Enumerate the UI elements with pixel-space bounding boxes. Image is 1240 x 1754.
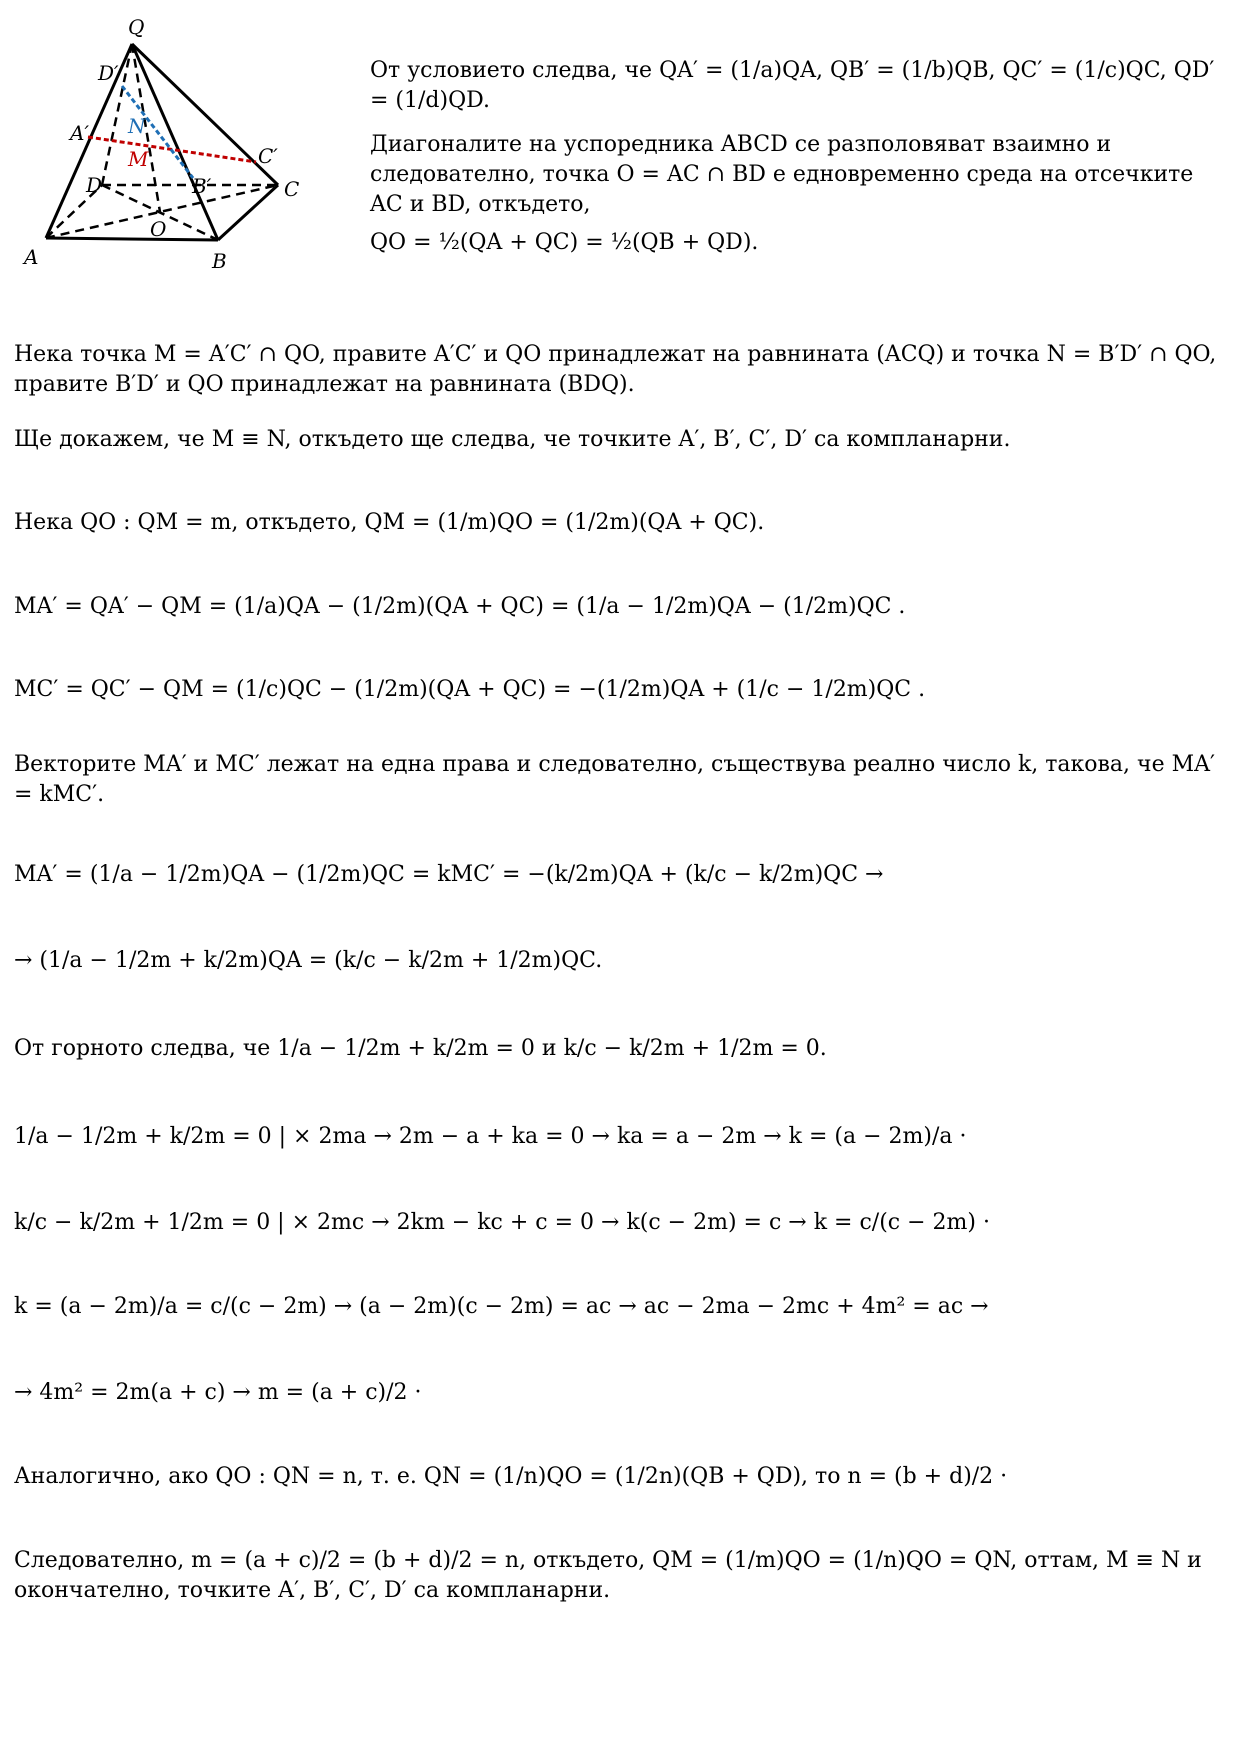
paragraph-define-M-N: Нека точка M = A′C′ ∩ QO, правите A′C′ и QO принадлежат на равнината (ACQ) и точка N = B′D′ ∩ QO, правите B′D′ и QO принадлежат на равнината (BDQ). bbox=[14, 342, 1217, 397]
edge-QA bbox=[46, 44, 132, 238]
edge-BC bbox=[218, 185, 278, 240]
equation-k-from-c: k/c − k/2m + 1/2m = 0 | × 2mc → 2km − kc + c = 0 → k(c − 2m) = c → k = c/(c − 2m) · bbox=[14, 1210, 990, 1235]
edge-QC bbox=[132, 44, 278, 185]
equation-MA-eq-kMC: MA′ = (1/a − 1/2m)QA − (1/2m)QC = kMC′ = −(k/2m)QA + (k/c − k/2m)QC → bbox=[14, 862, 884, 887]
edge-AB bbox=[46, 238, 218, 240]
intro-line-1: От условието следва, че QA′ = (1/a)QA, QB′ = (1/b)QB, QC′ = (1/c)QC, QD′ = (1/d)QD. bbox=[370, 58, 1215, 113]
label-B: B bbox=[212, 249, 227, 273]
equation-k-equal: k = (a − 2m)/a = c/(c − 2m) → (a − 2m)(c − 2m) = ac → ac − 2ma − 2mc + 4m² = ac → bbox=[14, 1294, 989, 1319]
label-A-prime: A′ bbox=[70, 121, 89, 145]
paragraph-collinear: Векторите MA′ и MC′ лежат на една права и следователно, съществува реално число k, такова, че MA′ = kMC′. bbox=[14, 752, 1215, 807]
equation-conditions: От горното следва, че 1/a − 1/2m + k/2m = 0 и k/c − k/2m + 1/2m = 0. bbox=[14, 1036, 827, 1061]
label-N: N bbox=[128, 114, 146, 138]
equation-coefficients: → (1/a − 1/2m + k/2m)QA = (k/c − k/2m + 1/2m)QC. bbox=[14, 948, 603, 973]
paragraph-conclusion: Следователно, m = (a + c)/2 = (b + d)/2 = n, откъдето, QM = (1/m)QO = (1/n)QO = QN, оттам, M ≡ N и окончателно, точките A′, B′, C′, D′ са компланарни. bbox=[14, 1548, 1202, 1603]
label-C-prime: C′ bbox=[258, 144, 278, 168]
equation-m-value: → 4m² = 2m(a + c) → m = (a + c)/2 · bbox=[14, 1380, 422, 1405]
equation-k-from-a: 1/a − 1/2m + k/2m = 0 | × 2ma → 2m − a + ka = 0 → ka = a − 2m → k = (a − 2m)/a · bbox=[14, 1124, 967, 1149]
equation-QM: Нека QO : QM = m, откъдето, QM = (1/m)QO = (1/2m)(QA + QC). bbox=[14, 510, 765, 535]
intro-line-2: Диагоналите на успоредника ABCD се разполовяват взаимно и следователно, точка O = AC ∩ BD е едновременно среда на отсечките AC и BD, откъдето, bbox=[370, 132, 1194, 217]
label-D-prime: D′ bbox=[98, 61, 119, 85]
label-C: C bbox=[284, 177, 300, 201]
label-O: O bbox=[150, 217, 167, 241]
label-B-prime: B′ bbox=[192, 174, 212, 198]
label-D: D bbox=[86, 173, 103, 197]
equation-MC-prime: MC′ = QC′ − QM = (1/c)QC − (1/2m)(QA + QC) = −(1/2m)QA + (1/c − 1/2m)QC . bbox=[14, 677, 926, 702]
paragraph-goal: Ще докажем, че M ≡ N, откъдето ще следва, че точките A′, B′, C′, D′ са компланарни. bbox=[14, 427, 1011, 452]
label-Q: Q bbox=[128, 15, 145, 39]
equation-MA-prime: MA′ = QA′ − QM = (1/a)QA − (1/2m)(QA + QC) = (1/a − 1/2m)QA − (1/2m)QC . bbox=[14, 594, 906, 619]
pyramid-figure bbox=[10, 10, 340, 300]
intro-line-3: QO = ½(QA + QC) = ½(QB + QD). bbox=[370, 230, 759, 255]
edge-QB bbox=[132, 44, 218, 240]
label-A: A bbox=[24, 245, 39, 269]
equation-n-value: Аналогично, ако QO : QN = n, т. е. QN = (1/n)QO = (1/2n)(QB + QD), то n = (b + d)/2 · bbox=[14, 1464, 1008, 1489]
label-M: M bbox=[128, 147, 149, 171]
